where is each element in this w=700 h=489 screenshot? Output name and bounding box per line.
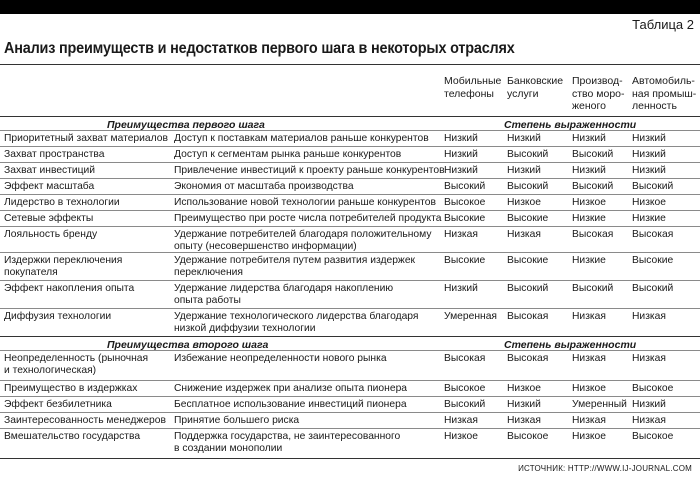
description-cell [174,353,387,365]
factor-cell [4,165,95,177]
description-line: опыту (несовершенство информации) [174,241,357,252]
description-line: Поддержка государства, не заинтересованного [174,431,401,442]
value-banking: Высокие [507,213,549,224]
value-icecream: Низкий [572,133,606,144]
factor-line: Издержки переключения [4,255,123,266]
title-divider [0,64,700,65]
header-line: Мобильные [444,75,502,87]
top-black-bar [0,0,700,14]
value-icecream: Низкие [572,255,606,266]
section-title-second-move: Преимущества второго шага [107,339,269,351]
section-degree-label: Степень выраженности [504,119,637,131]
factor-line: Эффект масштаба [4,181,95,192]
value-automotive: Высокое [632,431,674,442]
row-divider [0,380,700,381]
description-cell [174,415,299,427]
description-cell [174,399,407,411]
description-line: Избежание неопределенности нового рынка [174,353,387,364]
row-divider [0,194,700,195]
factor-line: Эффект накопления опыта [4,283,135,294]
value-banking: Низкая [507,415,541,426]
row-divider [0,162,700,163]
value-icecream: Низкая [572,353,606,364]
value-banking: Низкая [507,229,541,240]
factor-cell [4,383,137,395]
description-line: опыта работы [174,295,241,306]
value-banking: Низкий [507,165,541,176]
value-mobile: Низкая [444,415,478,426]
value-mobile: Высокие [444,213,486,224]
description-cell [174,197,436,209]
value-automotive: Высокие [632,255,674,266]
header-line: женого [572,100,606,112]
description-line: Удержание лидерства благодаря накоплению [174,283,394,294]
value-automotive: Высокий [632,181,674,192]
section-degree-label: Степень выраженности [504,339,637,351]
factor-line: Преимущество в издержках [4,383,138,394]
factor-line: Лояльность бренду [4,229,98,240]
value-banking: Низкий [507,133,541,144]
factor-line: Захват инвестиций [4,165,96,176]
factor-line: Захват пространства [4,149,105,160]
description-line: Бесплатное использование инвестиций пионера [174,399,407,410]
value-banking: Высокая [507,353,549,364]
row-divider [0,428,700,429]
row-divider [0,458,700,459]
description-line: Использование новой технологии раньше конкурентов [174,197,436,208]
value-icecream: Низкое [572,197,606,208]
row-divider [0,226,700,227]
factor-cell [4,213,93,225]
value-icecream: Высокая [572,229,614,240]
header-line: услуги [507,87,539,100]
value-automotive: Низкая [632,353,666,364]
factor-cell [4,283,134,295]
header-line: ленность [632,100,677,112]
description-cell [174,213,441,225]
value-mobile: Низкая [444,229,478,240]
description-line: переключения [174,267,243,278]
description-line: Экономия от масштаба производства [174,181,354,192]
description-cell [174,229,432,253]
value-icecream: Низкое [572,431,606,442]
description-cell [174,311,419,335]
factor-line: Диффузия технологии [4,311,112,322]
description-cell [174,283,393,307]
column-header-mobile [444,75,501,100]
value-mobile: Высокое [444,383,486,394]
value-banking: Низкий [507,399,541,410]
value-icecream: Низкие [572,213,606,224]
header-line: ная промыш- [632,87,697,100]
factor-cell [4,353,148,377]
factor-cell [4,229,97,241]
value-automotive: Низкий [632,399,666,410]
factor-line: Вмешательство государства [4,431,141,442]
description-line: Снижение издержек при анализе опыта пионера [174,383,408,394]
description-line: Доступ к сегментам рынка раньше конкурентов [174,149,402,160]
factor-cell [4,197,120,209]
header-line: Производ- [572,75,623,87]
description-line: Удержание потребителя путем развития издержек [174,255,416,266]
value-automotive: Низкая [632,311,666,322]
row-divider [0,396,700,397]
value-mobile: Высокая [444,353,486,364]
column-header-icecream [572,75,625,113]
row-divider [0,280,700,281]
row-divider [0,146,700,147]
value-automotive: Низкий [632,165,666,176]
description-line: в создании монополии [174,443,283,454]
source-note: ИСТОЧНИК: HTTP://WWW.IJ-JOURNAL.COM [518,464,692,473]
value-icecream: Низкая [572,311,606,322]
value-banking: Низкое [507,383,541,394]
description-line: Удержание потребителей благодаря положительному [174,229,432,240]
description-cell [174,181,354,193]
header-line: Автомобиль- [632,75,695,87]
description-cell [174,133,429,145]
factor-line: Неопределенность (рыночная [4,353,149,364]
factor-cell [4,255,122,279]
value-mobile: Низкий [444,283,478,294]
description-cell [174,383,407,395]
description-cell [174,255,415,279]
value-banking: Высокий [507,149,549,160]
description-line: Удержание технологического лидерства благодаря [174,311,419,322]
factor-line: Заинтересованность менеджеров [4,415,166,426]
value-mobile: Низкий [444,149,478,160]
description-line: Доступ к поставкам материалов раньше конкурентов [174,133,429,144]
value-icecream: Низкий [572,165,606,176]
row-divider [0,130,700,131]
factor-line: и технологическая) [4,365,97,376]
header-line: Банковские [507,75,564,87]
value-banking: Высокое [507,431,549,442]
factor-cell [4,181,94,193]
value-banking: Высокий [507,181,549,192]
value-mobile: Низкий [444,165,478,176]
factor-line: Сетевые эффекты [4,213,94,224]
value-automotive: Высокий [632,283,674,294]
factor-line: Эффект безбилетника [4,399,112,410]
value-mobile: Умеренная [444,311,498,322]
header-line: телефоны [444,87,494,100]
value-mobile: Высокий [444,181,486,192]
value-automotive: Низкие [632,213,666,224]
row-divider [0,252,700,253]
value-mobile: Низкое [444,431,478,442]
section-title-first-move: Преимущества первого шага [107,119,265,131]
factor-cell [4,311,111,323]
table-number: Таблица 2 [632,17,694,32]
value-mobile: Низкий [444,133,478,144]
value-automotive: Низкий [632,133,666,144]
factor-cell [4,431,140,443]
header-line: ство моро- [572,87,625,100]
description-line: Привлечение инвестиций к проекту раньше конкурентов [174,165,445,176]
column-header-banking [507,75,563,100]
row-divider [0,350,700,351]
factor-line: Приоритетный захват материалов [4,133,168,144]
table-title: Анализ преимуществ и недостатков первого шага в некоторых отраслях [4,40,515,57]
value-automotive: Высокое [632,383,674,394]
value-banking: Низкое [507,197,541,208]
factor-cell [4,399,112,411]
value-mobile: Высокие [444,255,486,266]
value-icecream: Умеренный [572,399,627,410]
description-cell [174,149,401,161]
value-automotive: Низкая [632,415,666,426]
value-automotive: Низкий [632,149,666,160]
value-icecream: Высокий [572,283,614,294]
header-divider [0,116,700,117]
value-mobile: Высокое [444,197,486,208]
value-icecream: Низкое [572,383,606,394]
factor-cell [4,415,166,427]
factor-cell [4,133,168,145]
column-header-automotive [632,75,696,113]
description-line: Принятие большего риска [174,415,300,426]
description-line: низкой диффузии технологии [174,323,316,334]
row-divider [0,178,700,179]
value-banking: Высокая [507,311,549,322]
description-cell [174,165,445,177]
value-icecream: Низкая [572,415,606,426]
row-divider [0,210,700,211]
factor-line: Лидерство в технологии [4,197,120,208]
value-banking: Высокий [507,283,549,294]
factor-line: покупателя [4,267,58,278]
row-divider [0,308,700,309]
description-cell [174,431,400,455]
row-divider [0,412,700,413]
value-mobile: Высокий [444,399,486,410]
factor-cell [4,149,105,161]
value-automotive: Высокая [632,229,674,240]
row-divider [0,336,700,337]
description-line: Преимущество при росте числа потребителей продукта [174,213,442,224]
value-icecream: Высокий [572,181,614,192]
value-automotive: Низкое [632,197,666,208]
value-icecream: Высокий [572,149,614,160]
value-banking: Высокие [507,255,549,266]
